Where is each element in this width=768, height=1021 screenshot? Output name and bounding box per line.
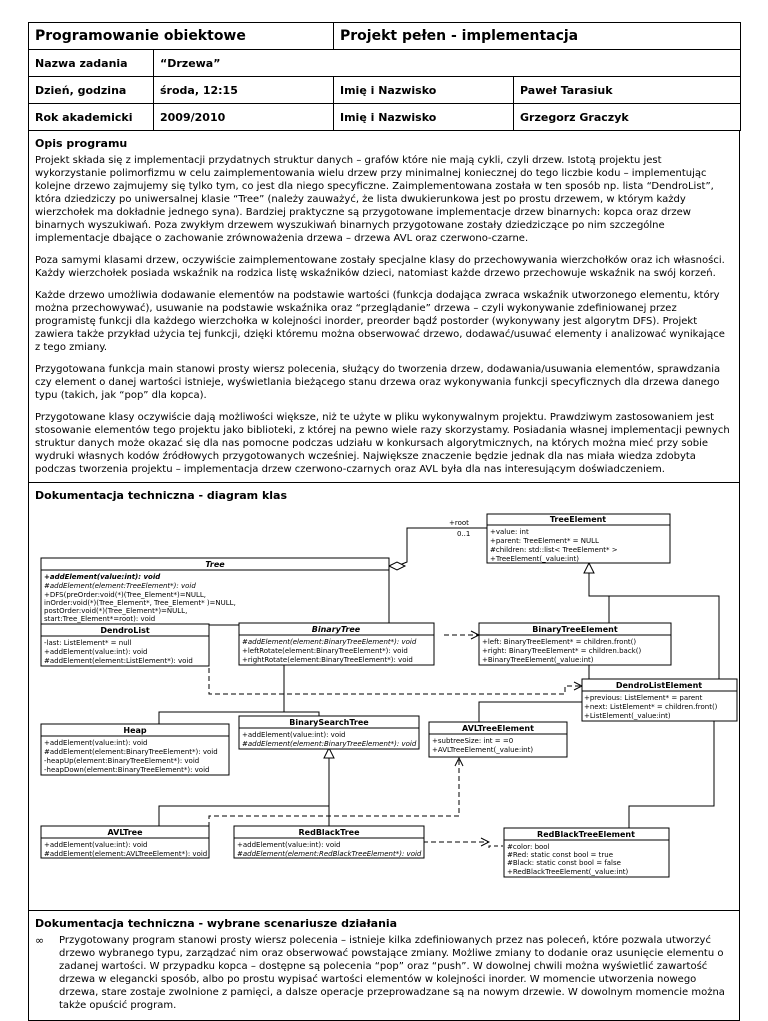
class-member: +DFS(preOrder:void(*)(Tree_Element*)=NULL, — [44, 591, 206, 599]
class-heap — [41, 724, 229, 775]
class-member: -heapUp(element:BinaryTreeElement*): void — [44, 757, 200, 765]
class-member: #addElement(element:RedBlackTreeElement*): void — [237, 850, 422, 858]
list-item — [29, 934, 739, 1012]
class-member: +value: int — [490, 528, 529, 536]
class-name: RedBlackTreeElement — [537, 830, 635, 839]
class-redblacktree — [234, 826, 424, 858]
inheritance-bst-binarytree — [284, 712, 319, 716]
academic-year-value: 2009/2010 — [154, 104, 334, 131]
class-tree — [41, 558, 389, 625]
description-title: Opis programu — [35, 137, 128, 150]
class-member: +addElement(value:int): void — [44, 648, 148, 656]
description-paragraph: Poza samymi klasami drzew, oczywiście zaimplementowane zostały specjalne klasy do przechowywania wierzchołków oraz ich własności. Każdy wierzchołek posiada wskaźnik na rodzica listę wskaźników dzieci, natomiast każde drzewo przechowuje wskaźnik na swój korzeń. — [35, 255, 725, 279]
header-table — [28, 22, 741, 131]
composition-tree-treeelement — [397, 528, 487, 566]
task-name-label: Nazwa zadania — [29, 50, 154, 77]
assoc-multiplicity: 0..1 — [457, 530, 471, 538]
class-avltreeelement — [429, 722, 567, 757]
class-name: BinarySearchTree — [289, 718, 369, 727]
document — [28, 22, 740, 1021]
class-member: +addElement(value:int): void — [44, 841, 148, 849]
author-1-value: Paweł Tarasiuk — [514, 77, 741, 104]
class-member: +BinaryTreeElement(_value:int) — [482, 656, 594, 664]
task-name-value: “Drzewa” — [154, 50, 741, 77]
class-member: +TreeElement(_value:int) — [490, 555, 579, 563]
class-diagram — [29, 506, 739, 910]
class-member: +RedBlackTreeElement(_value:int) — [507, 868, 629, 876]
class-dendrolist — [41, 624, 209, 666]
scenarios-section — [28, 911, 740, 1021]
class-member: +addElement(value:int): void — [237, 841, 341, 849]
class-member: +addElement(value:int): void — [44, 573, 161, 581]
author-2-label: Imię i Nazwisko — [334, 104, 514, 131]
class-member: #Red: static const bool = true — [507, 851, 614, 859]
class-binarysearchtree — [239, 716, 419, 749]
class-member: -last: ListElement* = null — [44, 639, 132, 647]
infinity-bullet-icon: ∞ — [35, 934, 45, 947]
dependency-avltree-avlelement — [209, 758, 459, 835]
class-member: postOrder:void(*)(Tree_Element*)=NULL, — [44, 607, 188, 615]
class-binarytree — [239, 623, 434, 665]
class-member: #addElement(element:AVLTreeElement*): void — [44, 850, 208, 858]
author-1-label: Imię i Nazwisko — [334, 77, 514, 104]
class-treeelement — [487, 514, 670, 563]
description-paragraph: Przygotowane klasy oczywiście dają możliwości większe, niż te użyte w pliku wykonywalnym projektu. Prawdziwym zastosowaniem jest stosowanie elementów tego projektu jako biblioteki, z której na pewno wiele razy skorzystamy. Posiadania własnej implementacji pewnych struktur danych może okazać się dla nas pomocne podczas udziału w konkursach algorytmicznych, na których można mieć przy sobie wydruki własnych kodów źródłowych przygotowanych wcześniej. Największe znaczenie będzie jednak dla nas miała wiedza zdobyta podczas tworzenia projektu – implementacja drzew czerwono-czarnych oraz AVL była dla nas interesującym doświadczeniem. — [35, 412, 730, 475]
dependency-tail — [489, 846, 503, 848]
class-member: start:Tree_Element*=root): void — [44, 615, 156, 623]
class-member: #color: bool — [507, 843, 550, 851]
class-name: Heap — [123, 726, 147, 735]
class-member: +left: BinaryTreeElement* = children.front() — [482, 638, 637, 646]
class-member: -heapDown(element:BinaryTreeElement*): void — [44, 766, 210, 774]
class-member: +leftRotate(element:BinaryTreeElement*): void — [242, 647, 408, 655]
uml-diagram-svg — [29, 506, 739, 910]
class-name: BinaryTree — [311, 625, 361, 634]
class-name: AVLTree — [107, 828, 143, 837]
class-name: RedBlackTree — [298, 828, 360, 837]
class-member: inOrder:void(*)(Tree_Element*, Tree_Element* )=NULL, — [44, 599, 236, 607]
class-diagram-section — [28, 483, 740, 911]
description-paragraph: Każde drzewo umożliwia dodawanie elementów na podstawie wartości (funkcja dodająca zwraca wskaźnik utworzonego elementu, który można przechowywać), usuwanie na podstawie wskaźnika oraz “przeglądanie” drzewa – czyli wykonywanie zdefiniowanej przez programistę funkcji dla każdego wierzchołka w kolejności inorder, preorder bądź postorder (wykonywany jest algorytm DFS). Projekt zawiera także przykład użycia tej funkcji, dzięki któremu można obserwować drzewo, dodawać/usuwać elementy i analizować wynikające z tego zmiany. — [35, 290, 725, 353]
class-member: +addElement(value:int): void — [242, 731, 346, 739]
class-member: #addElement(element:ListElement*): void — [44, 657, 193, 665]
class-avltree — [41, 826, 209, 858]
class-member: +rightRotate(element:BinaryTreeElement*): void — [242, 656, 413, 664]
class-member: +subtreeSize: int = =0 — [432, 737, 514, 745]
class-member: #addElement(element:BinaryTreeElement*): void — [242, 638, 417, 646]
class-name: AVLTreeElement — [462, 724, 534, 733]
day-time-value: środa, 12:15 — [154, 77, 334, 104]
class-name: DendroList — [100, 626, 150, 635]
inheritance-binarytreeelement-treeelement — [589, 563, 609, 623]
class-member: +right: BinaryTreeElement* = children.back() — [482, 647, 642, 655]
class-member: #addElement(element:BinaryTreeElement*): void — [44, 748, 218, 756]
class-member: #addElement(element:BinaryTreeElement*): void — [242, 740, 417, 748]
class-member: +addElement(value:int): void — [44, 739, 148, 747]
class-redblacktreeelement — [504, 828, 669, 877]
class-member: #addElement(element:TreeElement*): void — [44, 582, 196, 590]
class-member: #Black: static const bool = false — [507, 859, 621, 867]
class-name: TreeElement — [549, 515, 607, 524]
description-section — [28, 131, 740, 483]
assoc-role-label: +root — [449, 519, 469, 527]
list-item-text: Przygotowany program stanowi prosty wiersz polecenia – istnieje kilka zdefiniowanych przez nas poleceń, które pozwala utworzyć drzewo wybranego typu, zarządzać nim oraz obserwować powstające zmiany. Możliwe zmiany to dodanie oraz usunięcie elementu o zadanej wartości. W przypadku kopca – dostępne są polecenia “pop” oraz “push”. W dowolnej chwili można wyświetlić zawartość drzewa w elegancki sposób, albo po prostu wypisać wartości elementów w kolejności inorder. W momencie utworzenia nowego drzewa, stare zostaje zwolnione z pamięci, a dalsze operacje przeprowadzane są na nowym drzewie. W dowolnym momencie można także opuścić program. — [59, 935, 725, 1011]
description-paragraph: Projekt składa się z implementacji przydatnych struktur danych – grafów które nie mają cykli, czyli drzew. Istotą projektu jest wykorzystanie polimorfizmu w celu zaimplementowania wielu drzew przy minimalnej koniecznej do tego liczbie kodu – implementując kolejne drzewo zajmujemy się tylko tym, co jest dla niego specyficzne. Zaimplementowana została w ten sposób np. lista “DendroList”, która dziedziczy po uniwersalnej klasie “Tree” (należy zauważyć, że lista dwukierunkowa jest po prostu drzewem, w którym każdy wierzchołek ma dokładnie jednego syna). Bardziej praktyczne są przygotowane implementacje drzew binarnych: kopca oraz drzew binarnych wyszukiwań. Poza zwykłym drzewem wyszukiwań binarnych przygotowane zostały dziedziczące po nim szczególne implementacje dbające o zachowanie zrównoważenia drzewa – drzewa AVL oraz czerwono-czarne. — [35, 155, 714, 244]
description-paragraph: Przygotowana funkcja main stanowi prosty wiersz polecenia, służący do tworzenia drzew, dodawania/usuwania elementów, sprawdzania czy element o danej wartości istnieje, wyświetlania bieżącego stanu drzewa oraz wykonywania funkcji specyficznych dla drzewa danego typu (takich, jak “pop” dla kopca). — [35, 364, 721, 401]
class-name: DendroListElement — [615, 681, 703, 690]
class-member: #children: std::list< TreeElement* > — [490, 546, 618, 554]
class-name: BinaryTreeElement — [532, 625, 618, 634]
class-dendrolistelement — [582, 679, 737, 721]
class-name: Tree — [205, 560, 225, 569]
class-member: +AVLTreeElement(_value:int) — [432, 746, 534, 754]
class-member: +previous: ListElement* = parent — [584, 694, 703, 702]
academic-year-label: Rok akademicki — [29, 104, 154, 131]
composition-diamond — [389, 562, 405, 570]
project-title: Projekt pełen - implementacja — [334, 23, 741, 50]
scenarios-title: Dokumentacja techniczna - wybrane scenariusze działania — [35, 917, 398, 930]
class-member: +parent: TreeElement* = NULL — [490, 537, 599, 545]
day-time-label: Dzień, godzina — [29, 77, 154, 104]
course-title: Programowanie obiektowe — [29, 23, 334, 50]
author-2-value: Grzegorz Graczyk — [514, 104, 741, 131]
class-member: +next: ListElement* = children.front() — [584, 703, 718, 711]
class-binarytreeelement — [479, 623, 671, 665]
class-member: +ListElement(_value:int) — [584, 712, 671, 720]
class-diagram-title: Dokumentacja techniczna - diagram klas — [35, 489, 288, 502]
